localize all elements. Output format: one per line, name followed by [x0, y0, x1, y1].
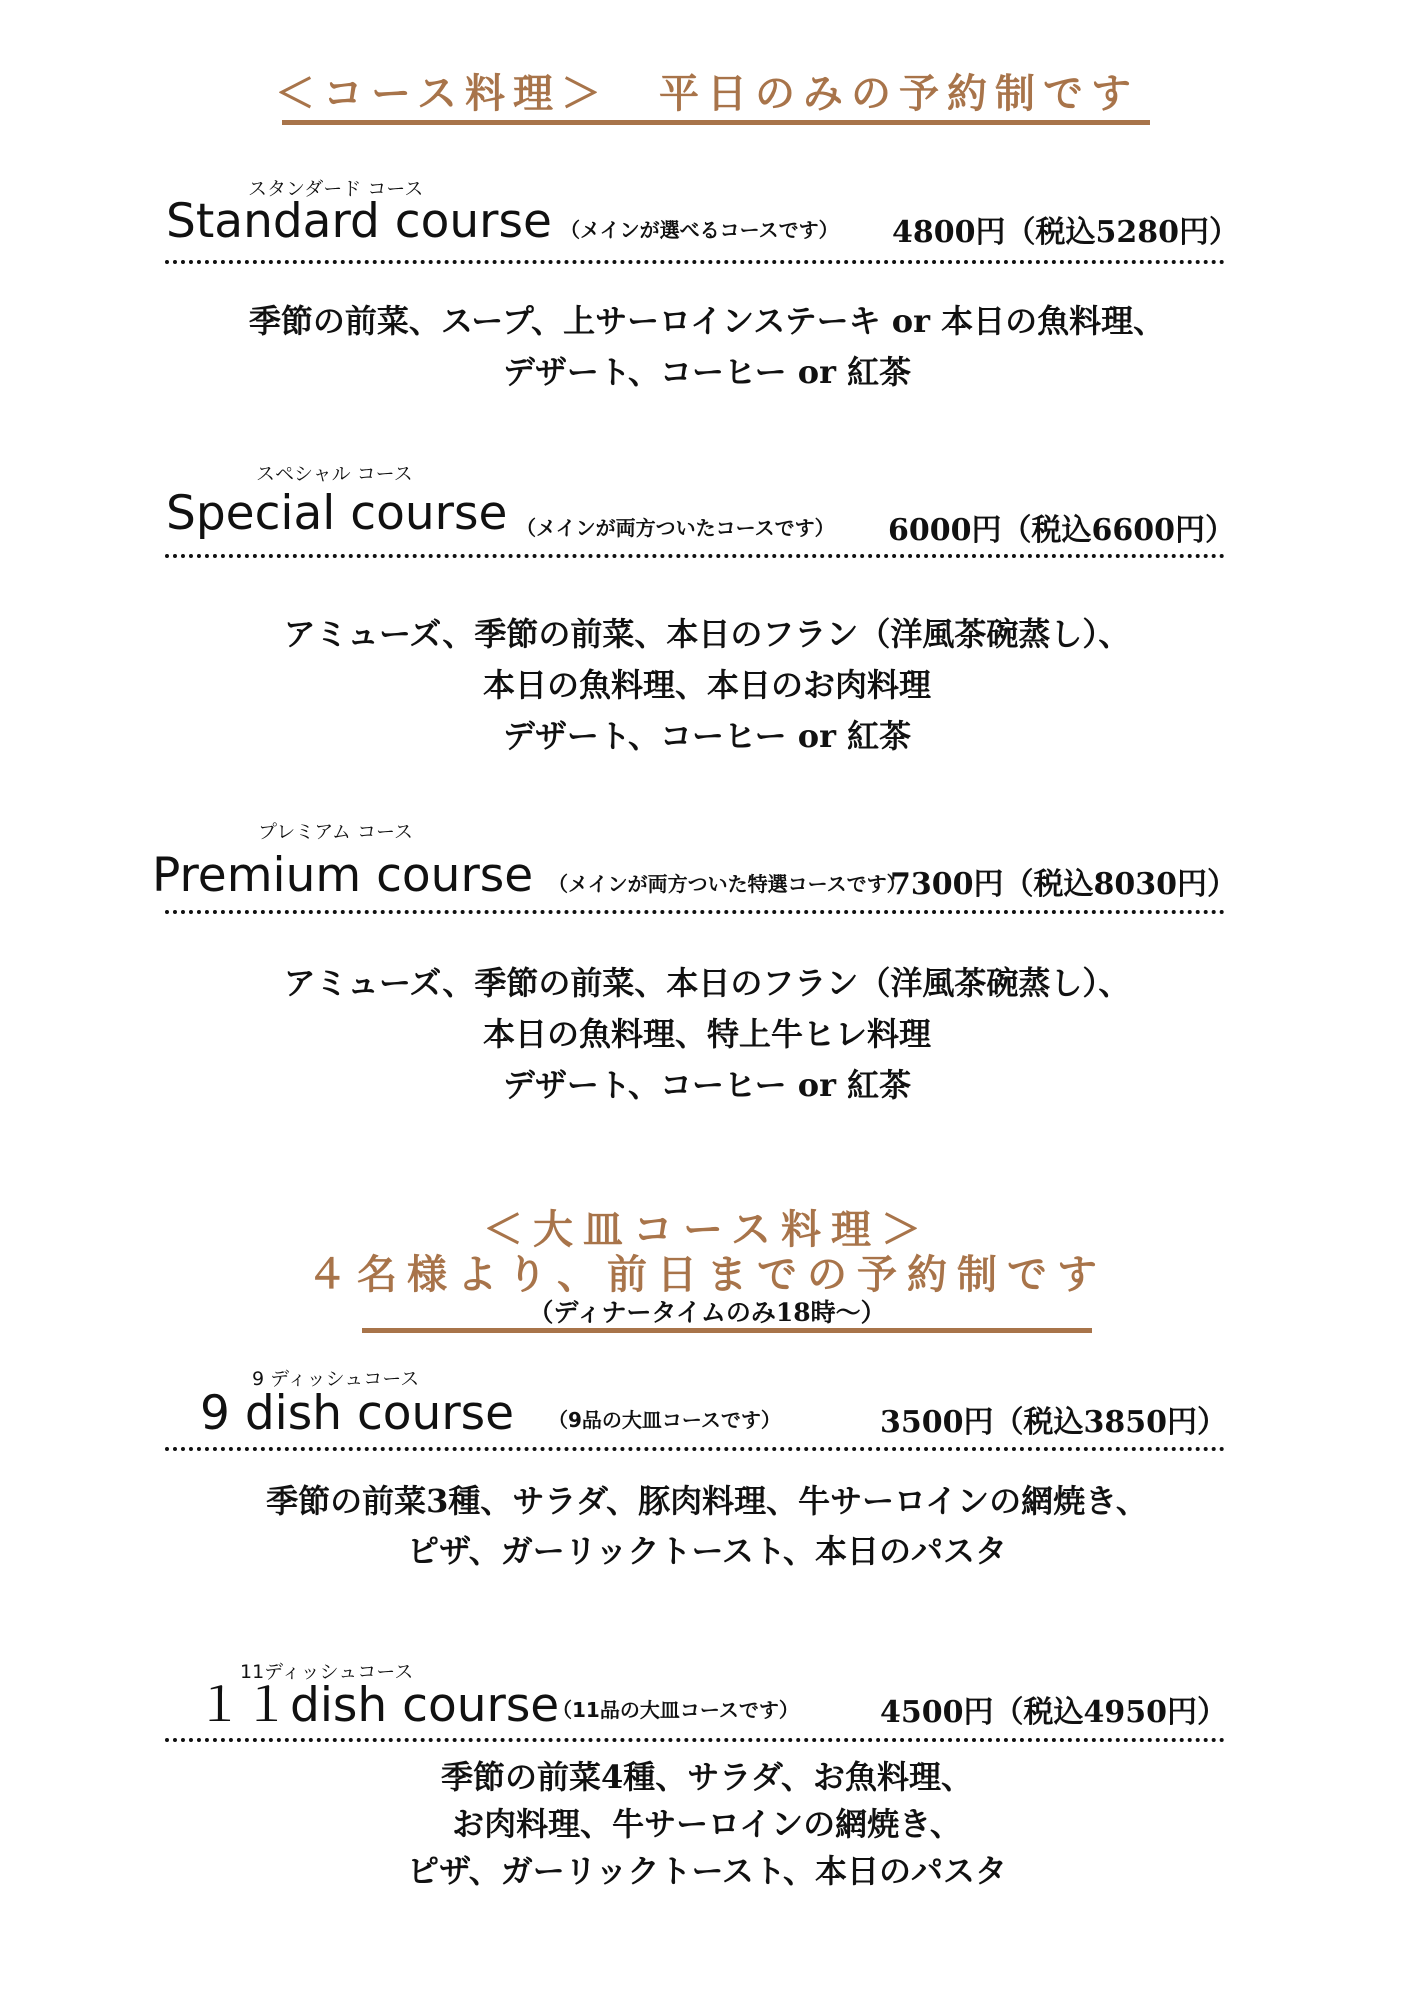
description-line: 本日の魚料理、本日のお肉料理: [482, 666, 931, 704]
page-title: [0, 62, 1414, 119]
title-right: 平日のみの予約制です: [659, 71, 1139, 117]
description-line: お肉料理、牛サーロインの網焼き、: [452, 1805, 962, 1843]
description-line: 季節の前菜3種、サラダ、豚肉料理、牛サーロインの網焼き、: [266, 1482, 1148, 1520]
description-line: 本日の魚料理、特上牛ヒレ料理: [482, 1015, 931, 1053]
course-note: （11品の大皿コースです）: [552, 1698, 799, 1722]
description-line: ピザ、ガーリックトースト、本日のパスタ: [406, 1852, 1007, 1890]
course-description: [0, 1476, 1414, 1576]
section-underline: [362, 1328, 1092, 1333]
course-description: [0, 1754, 1414, 1895]
course-note: （9品の大皿コースです）: [548, 1408, 781, 1432]
section-note: （ディナータイムのみ18時～）: [528, 1298, 886, 1327]
course-name: １１dish course: [196, 1678, 560, 1733]
description-line: アミューズ、季節の前菜、本日のフラン（洋風茶碗蒸し）、: [283, 964, 1131, 1002]
course-kana: プレミアム コース: [258, 821, 414, 843]
course-name: Special course: [166, 486, 508, 541]
section-subtitle: ４名様より、前日までの予約制です: [307, 1252, 1107, 1298]
dotted-divider: [165, 554, 1225, 558]
course-name: Standard course: [166, 194, 552, 249]
course-description: [0, 609, 1414, 762]
title-underline: [282, 120, 1150, 125]
description-line: 季節の前菜、スープ、上サーロインステーキ or 本日の魚料理、: [248, 302, 1166, 340]
description-line: アミューズ、季節の前菜、本日のフラン（洋風茶碗蒸し）、: [283, 615, 1131, 653]
dotted-divider: [165, 1447, 1225, 1451]
course-price: 6000円（税込6600円）: [888, 513, 1235, 548]
description-line: ピザ、ガーリックトースト、本日のパスタ: [406, 1532, 1007, 1570]
section-title: ＜大皿コース料理＞: [483, 1207, 931, 1253]
course-name: 9 dish course: [200, 1386, 515, 1441]
description-line: デザート、コーヒー or 紅茶: [502, 353, 912, 391]
course-kana: 9 ディッシュコース: [252, 1368, 420, 1390]
description-line: デザート、コーヒー or 紅茶: [502, 1066, 912, 1104]
description-line: 季節の前菜4種、サラダ、お魚料理、: [440, 1758, 974, 1796]
description-line: デザート、コーヒー or 紅茶: [502, 717, 912, 755]
course-description: [0, 958, 1414, 1111]
course-kana: スタンダード コース: [248, 178, 424, 200]
dotted-divider: [165, 1738, 1225, 1742]
course-price: 3500円（税込3850円）: [880, 1405, 1227, 1440]
course-note: （メインが両方ついた特選コースです）: [548, 872, 907, 896]
course-price: 4500円（税込4950円）: [880, 1695, 1227, 1730]
title-left: ＜コース料理＞: [275, 71, 609, 117]
course-kana: スペシャル コース: [256, 463, 413, 485]
course-price: 4800円（税込5280円）: [892, 215, 1239, 250]
course-name: Premium course: [152, 848, 534, 903]
course-price: 7300円（税込8030円）: [890, 867, 1237, 902]
course-note: （メインが選べるコースです）: [560, 218, 839, 242]
course-description: [0, 296, 1414, 398]
course-kana: 11ディッシュコース: [240, 1661, 414, 1683]
dotted-divider: [165, 910, 1225, 914]
course-note: （メインが両方ついたコースです）: [516, 516, 835, 540]
dotted-divider: [165, 260, 1225, 264]
